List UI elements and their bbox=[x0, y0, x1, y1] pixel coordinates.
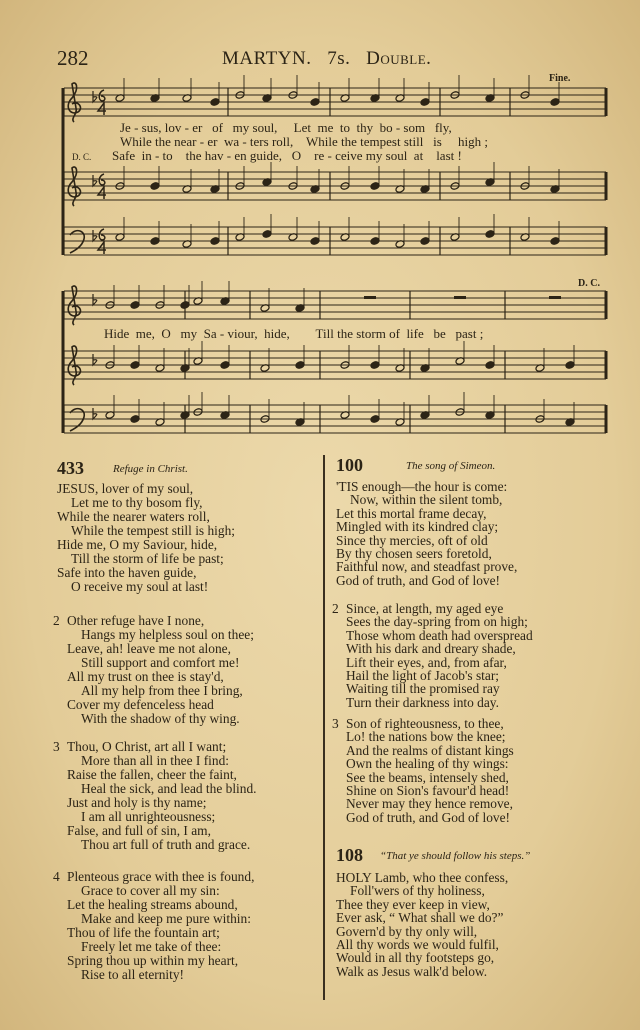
verse-line: Hide me, O my Saviour, hide, bbox=[57, 537, 218, 552]
note-head bbox=[150, 182, 160, 191]
verse-line: Still support and comfort me! bbox=[81, 655, 240, 670]
stanza bbox=[336, 871, 508, 978]
note-head bbox=[370, 361, 380, 370]
verse-line: Hail the light of Jacob's star; bbox=[346, 668, 500, 684]
verse-line: Shine on Sion's favour'd head! bbox=[346, 783, 510, 799]
column-divider bbox=[323, 455, 325, 1000]
stanza bbox=[332, 716, 514, 825]
verse-line: More than all in thee I find: bbox=[81, 753, 229, 768]
note-head bbox=[420, 237, 430, 246]
verse-line: Thee they ever keep in view, bbox=[336, 896, 490, 912]
verse-line: With his dark and dreary shade, bbox=[346, 641, 516, 657]
lyrics-line-1: Je - sus, lov - er of my soul, Let me to thy bo - som fly, bbox=[120, 120, 452, 135]
verse-line: Thou art full of truth and grace. bbox=[81, 837, 251, 852]
verse-line: HOLY Lamb, who thee confess, bbox=[336, 870, 509, 885]
note-head bbox=[370, 415, 380, 424]
verse-line: Faithful now, and steadfast prove, bbox=[336, 559, 518, 575]
verse-line: While the nearer waters roll, bbox=[57, 509, 210, 524]
hymn-subtitle: The song of Simeon. bbox=[406, 460, 496, 472]
hymn-number: 108 bbox=[336, 845, 363, 865]
verse-line: Walk as Jesus walk'd below. bbox=[336, 963, 488, 979]
stanza bbox=[57, 482, 235, 594]
verse-line: And the realms of distant kings bbox=[346, 742, 514, 758]
verse-line: Cover my defenceless head bbox=[67, 697, 214, 712]
tune-meter: 7s. bbox=[327, 48, 351, 69]
dc-label: D. C. bbox=[72, 152, 92, 162]
verse-line: Thou, O Christ, art all I want; bbox=[67, 739, 227, 754]
verse-line: 'TIS enough—the hour is come: bbox=[336, 479, 508, 494]
verse-line: Plenteous grace with thee is found, bbox=[67, 869, 255, 884]
stanza bbox=[336, 480, 517, 587]
stanza bbox=[53, 739, 257, 852]
verse-line: Hangs my helpless soul on thee; bbox=[81, 627, 254, 642]
verse-line: O receive my soul at last! bbox=[71, 579, 209, 594]
flat-sign bbox=[93, 408, 97, 419]
verse-line: Mingled with its kindred clay; bbox=[336, 519, 499, 535]
verse-line: Let the healing streams abound, bbox=[67, 897, 238, 912]
verse-line: Ever ask, “ What shall we do?” bbox=[336, 910, 504, 926]
note-head bbox=[130, 361, 140, 370]
note-head bbox=[370, 237, 380, 246]
flat-sign bbox=[93, 294, 97, 305]
verse-line: Turn their darkness into day. bbox=[346, 694, 499, 710]
note-head bbox=[180, 301, 190, 310]
flat-sign bbox=[93, 175, 97, 186]
flat-sign bbox=[93, 354, 97, 365]
verse-line: By thy chosen seers foretold, bbox=[336, 546, 492, 562]
stanza bbox=[53, 613, 254, 726]
stanza-number: 4 bbox=[53, 869, 60, 884]
note-head bbox=[220, 361, 230, 370]
verse-line: Leave, ah! leave me not alone, bbox=[67, 641, 231, 656]
note-head bbox=[420, 98, 430, 107]
verse-line: All my help from thee I bring, bbox=[81, 683, 243, 698]
hymn-number: 100 bbox=[336, 455, 363, 475]
verse-line: Waiting till the promised ray bbox=[346, 681, 500, 697]
verse-line: Lift their eyes, and, from afar, bbox=[346, 654, 507, 670]
note-head bbox=[210, 98, 220, 107]
stanza bbox=[53, 869, 255, 982]
hymn-subtitle: Refuge in Christ. bbox=[113, 463, 188, 475]
stanza-number: 3 bbox=[332, 716, 339, 731]
verse-line: While the tempest still is high; bbox=[71, 523, 236, 538]
verse-line: Rise to all eternity! bbox=[81, 967, 185, 982]
music-score bbox=[0, 0, 640, 450]
note-head bbox=[295, 361, 305, 370]
verse-line: Let this mortal frame decay, bbox=[336, 505, 487, 521]
note-head bbox=[262, 230, 272, 239]
verse-line: Freely let me take of thee: bbox=[81, 939, 222, 954]
verse-line: Son of righteousness, to thee, bbox=[346, 716, 504, 731]
note-head bbox=[485, 230, 495, 239]
note-head bbox=[485, 361, 495, 370]
verse-line: Would in all thy footsteps go, bbox=[336, 950, 495, 966]
flat-sign bbox=[93, 230, 97, 241]
stanza-number: 2 bbox=[53, 613, 60, 628]
page-number: 282 bbox=[57, 46, 89, 70]
verse-line: Own the healing of thy wings: bbox=[346, 756, 509, 772]
verse-line: Sees the day-spring from on high; bbox=[346, 614, 528, 630]
verse-line: God of truth, and God of love! bbox=[336, 572, 501, 588]
tune-name: MARTYN. bbox=[222, 48, 312, 69]
time-sig-6 bbox=[99, 229, 105, 240]
lyrics-line-2: While the near - er wa - ters roll, While the tempest still is high ; bbox=[120, 134, 488, 149]
note-head bbox=[210, 237, 220, 246]
dc-mark: D. C. bbox=[578, 278, 600, 289]
verse-line: Thou of life the fountain art; bbox=[67, 925, 220, 940]
note-head bbox=[370, 182, 380, 191]
verse-line: Make and keep me pure within: bbox=[81, 911, 251, 926]
note-head bbox=[550, 98, 560, 107]
verse-line: Since thy mercies, oft of old bbox=[336, 532, 488, 548]
note-head bbox=[130, 301, 140, 310]
verse-line: False, and full of sin, I am, bbox=[67, 823, 211, 838]
time-sig-6 bbox=[99, 90, 105, 101]
verse-line: Grace to cover all my sin: bbox=[81, 883, 220, 898]
flat-sign bbox=[93, 91, 97, 102]
note-head bbox=[310, 98, 320, 107]
time-sig-6 bbox=[99, 174, 105, 185]
verse-line: Now, within the silent tomb, bbox=[350, 492, 503, 508]
note-head bbox=[150, 237, 160, 246]
verse-line: Just and holy is thy name; bbox=[67, 795, 207, 810]
verse-line: Foll'wers of thy holiness, bbox=[350, 883, 485, 899]
whole-rest bbox=[454, 296, 466, 299]
stanza bbox=[332, 601, 533, 710]
verse-line: See the beams, intensely shed, bbox=[346, 769, 509, 785]
stanza-number: 2 bbox=[332, 601, 339, 616]
verse-line: Never may they hence remove, bbox=[346, 796, 513, 812]
note-head bbox=[130, 415, 140, 424]
fine-mark: Fine. bbox=[549, 73, 571, 84]
hymn-number: 433 bbox=[57, 458, 84, 478]
verse-line: With the shadow of thy wing. bbox=[81, 711, 240, 726]
note-head bbox=[550, 237, 560, 246]
stanza-number: 3 bbox=[53, 739, 60, 754]
verse-line: Spring thou up within my heart, bbox=[67, 953, 239, 968]
whole-rest bbox=[364, 296, 376, 299]
verse-line: All thy words we would fulfil, bbox=[336, 937, 499, 953]
verse-line: Other refuge have I none, bbox=[67, 613, 205, 628]
lyrics-line-4: Hide me, O my Sa - viour, hide, Till the storm of life be past ; bbox=[104, 326, 484, 341]
whole-rest bbox=[549, 296, 561, 299]
verse-line: Let me to thy bosom fly, bbox=[71, 495, 203, 510]
verse-line: Lo! the nations bow the knee; bbox=[346, 729, 506, 745]
verse-line: All my trust on thee is stay'd, bbox=[67, 669, 224, 684]
verse-line: Heal the sick, and lead the blind. bbox=[81, 781, 257, 796]
hymn-subtitle: “That ye should follow his steps.” bbox=[380, 850, 531, 862]
lyrics-line-3: Safe in - to the hav - en guide, O re - ceive my soul at last ! bbox=[112, 148, 462, 163]
verse-line: God of truth, and God of love! bbox=[346, 809, 511, 825]
verse-line: I am all unrighteousness; bbox=[81, 809, 216, 824]
verse-line: Raise the fallen, cheer the faint, bbox=[67, 767, 237, 782]
verse-line: Till the storm of life be past; bbox=[71, 551, 224, 566]
tune-type: Double. bbox=[366, 48, 432, 69]
verse-line: Since, at length, my aged eye bbox=[346, 601, 504, 616]
verse-line: Those whom death had overspread bbox=[346, 627, 533, 643]
verse-line: Govern'd by thy only will, bbox=[336, 923, 478, 939]
note-head bbox=[565, 361, 575, 370]
verse-line: JESUS, lover of my soul, bbox=[57, 481, 194, 496]
verse-line: Safe into the haven guide, bbox=[57, 565, 197, 580]
note-head bbox=[310, 237, 320, 246]
